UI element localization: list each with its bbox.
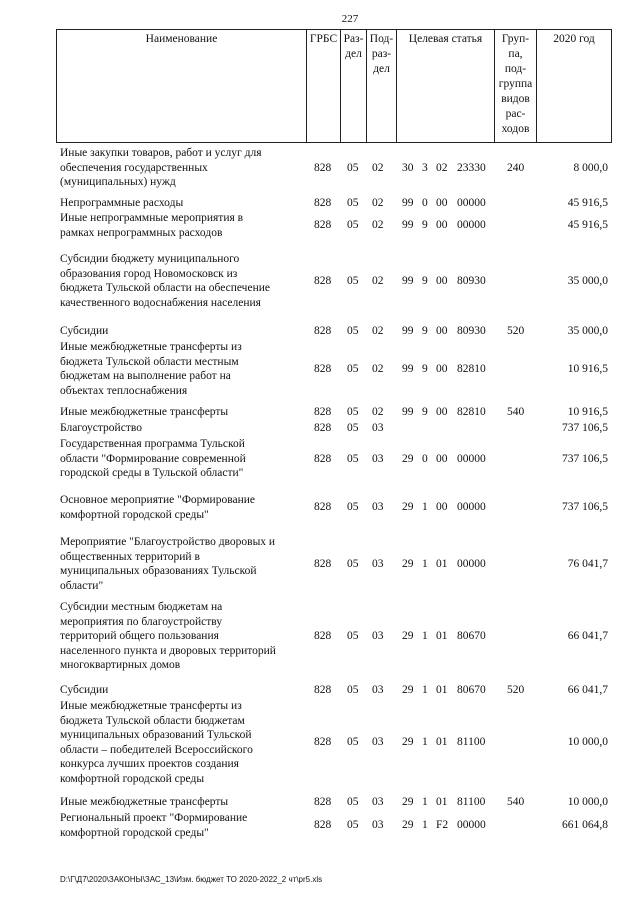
cell-t1: 99 [402,219,414,231]
row-name-line: бюджета Тульской области местным [60,355,239,368]
header-group: Груп- па, под- группа видов рас- ходов [494,30,536,143]
cell-grbs: 828 [314,684,332,696]
cell-t1: 29 [402,630,414,642]
row-name-line: объектах теплоснабжения [60,384,188,397]
cell-t4: 80930 [457,275,486,287]
cell-t2: 9 [422,275,428,287]
cell-t2: 1 [422,796,428,808]
cell-t2: 0 [422,197,428,209]
cell-t1: 29 [402,796,414,808]
row-name [60,252,308,310]
row-name-line: бюджета Тульской области бюджетам [60,714,245,727]
cell-grbs: 828 [314,501,332,513]
cell-t3: 02 [436,162,448,174]
cell-rz: 05 [347,406,359,418]
cell-grbs: 828 [314,197,332,209]
row-name [60,600,308,673]
cell-amount: 76 041,7 [567,558,608,570]
row-name-line: Региональный проект "Формирование [60,812,248,824]
cell-t2: 0 [422,453,428,465]
row-name-line: бюджетам на выполнение работ на [60,370,231,382]
cell-amount: 35 000,0 [567,275,608,287]
row-name-line: Иные межбюджетные трансферты из [60,341,242,353]
cell-pr: 02 [372,363,384,375]
file-path: D:\Г\Д7\2020\ЗАКОНЫ\ЗАС_13\Изм. бюджет ТО 2020-2022_2 чт\pr5.xls [60,875,323,884]
row-name-line: Непрограммные расходы [60,197,184,209]
header-target: Целевая статья [396,30,494,143]
cell-t1: 29 [402,819,414,831]
cell-amount: 10 916,5 [567,363,608,375]
row-name-line: области "Формирование современной [60,452,246,465]
cell-t2: 1 [422,501,428,513]
cell-t2: 1 [422,558,428,570]
cell-t4: 00000 [457,219,486,231]
row-name-line: Иные межбюджетные трансферты [60,406,229,418]
cell-grbs: 828 [314,325,332,337]
cell-rz: 05 [347,558,359,570]
row-name [60,535,308,593]
cell-t2: 3 [422,162,428,174]
cell-pr: 03 [372,501,384,513]
cell-pr: 03 [372,453,384,465]
cell-grbs: 828 [314,363,332,375]
cell-pr: 03 [372,796,384,808]
cell-t1: 99 [402,275,414,287]
header-year: 2020 год [536,30,612,143]
cell-t4: 82810 [457,363,486,375]
cell-t4: 81100 [457,736,486,748]
row-name [60,437,308,481]
cell-rz: 05 [347,630,359,642]
cell-rz: 05 [347,219,359,231]
cell-t1: 30 [402,162,414,174]
cell-pr: 03 [372,630,384,642]
cell-t3: 00 [436,197,448,209]
row-name-line: территорий общего пользования [60,630,219,642]
row-name-line: образования город Новомосковск из [60,267,238,280]
cell-t2: 1 [422,736,428,748]
row-name-line: обеспечения государственных [60,161,208,174]
row-name [60,324,308,339]
cell-rz: 05 [347,325,359,337]
row-name-line: рамках непрограммных расходов [60,226,223,239]
row-name-line: общественных территорий в [60,550,200,563]
header-grbs: ГРБС [306,30,340,143]
row-name-line: области – победителей Всероссийского [60,743,253,756]
cell-grbs: 828 [314,219,332,231]
cell-t3: 00 [436,363,448,375]
row-name-line: комфортной городской среды" [60,826,209,839]
row-name-line: Основное мероприятие "Формирование [60,494,255,506]
cell-t3: 00 [436,453,448,465]
cell-grbs: 828 [314,275,332,287]
cell-t2: 9 [422,219,428,231]
cell-t3: 00 [436,325,448,337]
row-name-line: Иные непрограммные мероприятия в [60,212,244,224]
cell-t3: 01 [436,684,448,696]
cell-grbs: 828 [314,453,332,465]
cell-t3: 01 [436,736,448,748]
cell-t2: 1 [422,630,428,642]
cell-t3: 00 [436,406,448,418]
cell-amount: 737 106,5 [562,501,608,513]
row-name-line: мероприятия по благоустройству [60,615,223,628]
cell-amount: 35 000,0 [567,325,608,337]
cell-t2: 1 [422,684,428,696]
cell-t1: 29 [402,453,414,465]
cell-t4: 00000 [457,197,486,209]
cell-rz: 05 [347,422,359,434]
cell-pr: 02 [372,219,384,231]
row-name-line: муниципальных образованиях Тульской [60,565,257,577]
cell-pr: 02 [372,406,384,418]
cell-t1: 29 [402,684,414,696]
cell-amount: 737 106,5 [562,453,608,465]
row-name-line: Государственная программа Тульской [60,438,245,450]
cell-amount: 10 000,0 [567,736,608,748]
row-name-line: комфортной городской среды" [60,508,209,521]
cell-pr: 03 [372,736,384,748]
cell-rz: 05 [347,162,359,174]
page-number: 227 [341,13,359,25]
cell-vr: 540 [507,406,525,418]
cell-t4: 00000 [457,453,486,465]
cell-grbs: 828 [314,558,332,570]
cell-pr: 03 [372,558,384,570]
cell-rz: 05 [347,819,359,831]
cell-t3: 00 [436,219,448,231]
cell-amount: 45 916,5 [567,219,608,231]
cell-grbs: 828 [314,422,332,434]
row-name [60,795,308,810]
cell-t4: 23330 [457,162,486,174]
row-name [60,340,308,398]
cell-t3: 01 [436,796,448,808]
cell-grbs: 828 [314,819,332,831]
row-name-line: конкурса лучших проектов создания [60,758,239,770]
cell-t4: 00000 [457,558,486,570]
cell-rz: 05 [347,736,359,748]
cell-amount: 45 916,5 [567,197,608,209]
cell-t2: 1 [422,819,428,831]
cell-pr: 03 [372,819,384,831]
cell-t1: 99 [402,197,414,209]
row-name-line: Субсидии местным бюджетам на [60,601,223,613]
cell-t2: 9 [422,363,428,375]
row-name [60,146,308,190]
cell-vr: 240 [507,162,525,174]
cell-grbs: 828 [314,796,332,808]
row-name-line: бюджета Тульской области на обеспечение [60,282,270,294]
cell-vr: 520 [507,325,525,337]
header-razdel: Раз- дел [340,30,366,143]
cell-rz: 05 [347,796,359,808]
cell-t4: 80930 [457,325,486,337]
header-podrazdel: Под- раз- дел [366,30,396,143]
cell-t1: 29 [402,558,414,570]
row-name [60,493,308,522]
cell-rz: 05 [347,453,359,465]
cell-pr: 02 [372,162,384,174]
cell-grbs: 828 [314,406,332,418]
row-name [60,811,308,840]
cell-t2: 9 [422,406,428,418]
cell-grbs: 828 [314,630,332,642]
row-name-line: Субсидии бюджету муниципального [60,253,240,265]
cell-t4: 00000 [457,819,486,831]
cell-rz: 05 [347,684,359,696]
cell-amount: 66 041,7 [567,630,608,642]
cell-grbs: 828 [314,736,332,748]
cell-t3: 00 [436,501,448,513]
cell-amount: 8 000,0 [573,162,608,174]
row-name-line: многоквартирных домов [60,659,181,671]
cell-t4: 80670 [457,630,486,642]
cell-t4: 00000 [457,501,486,513]
row-name-line: Благоустройство [60,422,142,434]
row-name-line: муниципальных образований Тульской [60,729,252,741]
cell-t2: 9 [422,325,428,337]
row-name-line: Иные закупки товаров, работ и услуг для [60,147,262,159]
row-name [60,421,308,436]
cell-rz: 05 [347,501,359,513]
cell-amount: 737 106,5 [562,422,608,434]
row-name [60,196,308,211]
cell-t4: 82810 [457,406,486,418]
cell-pr: 03 [372,684,384,696]
header-name: Наименование [56,30,306,143]
row-name-line: Мероприятие "Благоустройство дворовых и [60,536,276,548]
row-name [60,405,308,420]
cell-vr: 520 [507,684,525,696]
cell-t3: 00 [436,275,448,287]
row-name-line: населенного пункта и дворовых территорий [60,644,276,657]
cell-t4: 80670 [457,684,486,696]
row-name-line: Иные межбюджетные трансферты из [60,700,242,712]
row-name [60,211,308,240]
cell-pr: 02 [372,197,384,209]
row-name-line: качественного водоснабжения населения [60,296,261,309]
row-name-line: Субсидии [60,325,109,337]
row-name-line: (муниципальных) нужд [60,176,176,188]
cell-rz: 05 [347,275,359,287]
cell-amount: 10 916,5 [567,406,608,418]
cell-t3: 01 [436,630,448,642]
cell-vr: 540 [507,796,525,808]
row-name [60,683,308,698]
cell-grbs: 828 [314,162,332,174]
row-name-line: области" [60,579,104,592]
cell-t3: F2 [436,819,449,831]
cell-amount: 66 041,7 [567,684,608,696]
cell-t1: 99 [402,325,414,337]
row-name [60,699,308,786]
cell-rz: 05 [347,363,359,375]
cell-pr: 02 [372,275,384,287]
cell-t1: 29 [402,736,414,748]
row-name-line: городской среды в Тульской области" [60,467,244,479]
cell-pr: 02 [372,325,384,337]
cell-amount: 661 064,8 [562,819,608,831]
cell-amount: 10 000,0 [567,796,608,808]
row-name-line: Иные межбюджетные трансферты [60,796,229,808]
cell-pr: 03 [372,422,384,434]
cell-t1: 29 [402,501,414,513]
cell-rz: 05 [347,197,359,209]
cell-t1: 99 [402,363,414,375]
row-name-line: Субсидии [60,684,109,696]
cell-t1: 99 [402,406,414,418]
cell-t4: 81100 [457,796,486,808]
row-name-line: комфортной городской среды [60,772,205,785]
cell-t3: 01 [436,558,448,570]
